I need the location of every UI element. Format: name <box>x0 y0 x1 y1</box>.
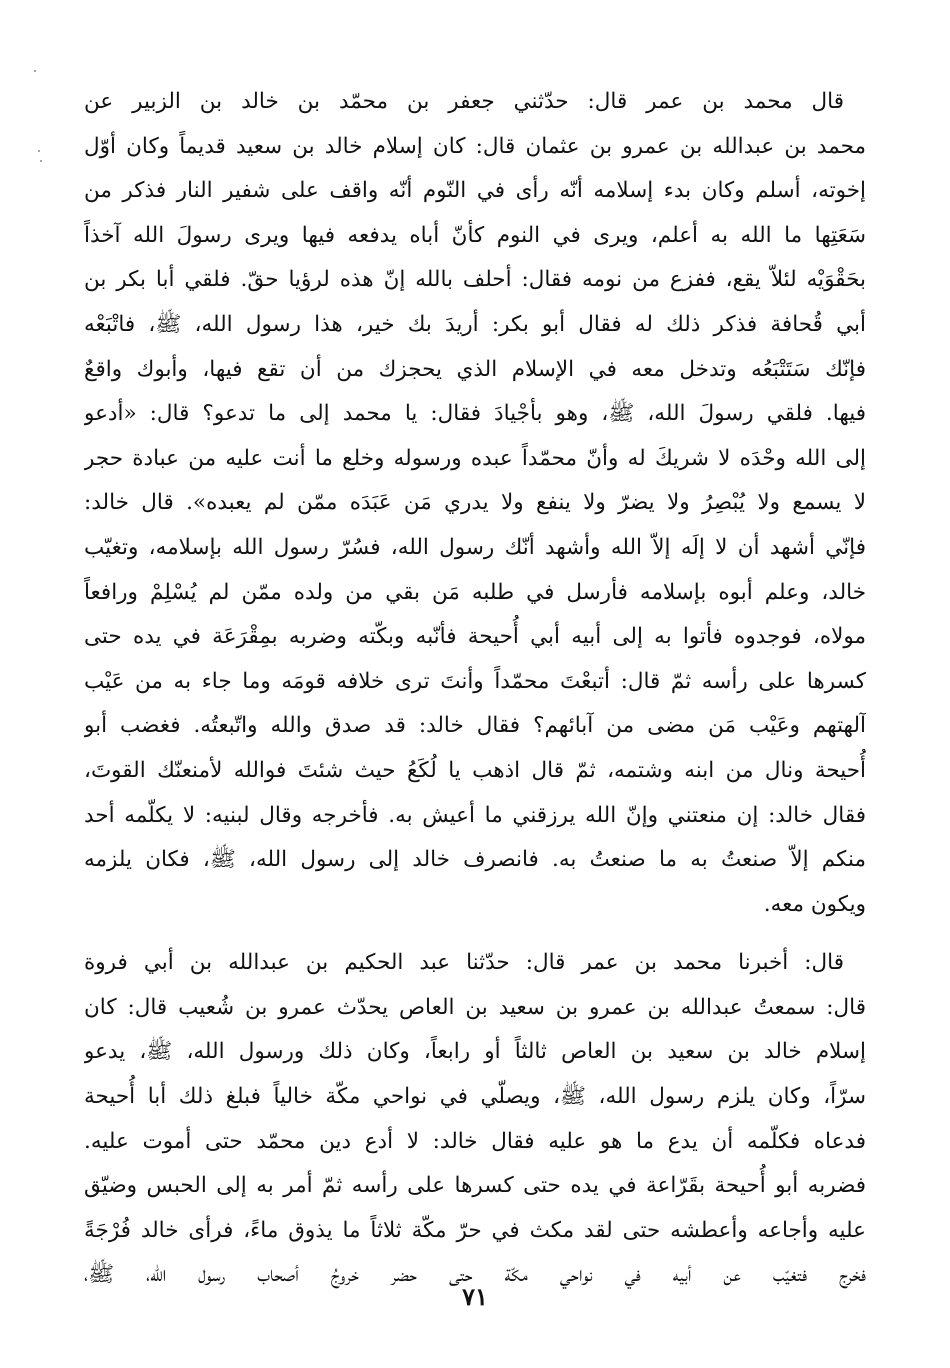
text-line: قال: أخبرنا محمد بن عمر قال: حدّثنا عبد الحكيم بن عبدالله بن أبي فروة <box>84 950 844 976</box>
text-line: قال محمد بن عمر قال: حدّثني جعفر بن محمّد بن خالد بن الزبير عن <box>84 89 844 114</box>
text-line: فإنّي أشهد أن لا إلَه إلاّ الله وأشهد أنّك رسول الله، فسُرّ رسول الله بإسلامه، وتغيّب <box>84 534 866 560</box>
text-line: محمد بن عبدالله بن عمرو بن عثمان قال: كان إسلام خالد بن سعيد قديماً وكان أوّل <box>84 133 866 159</box>
text-line: قال: سمعتُ عبدالله بن عمرو بن سعيد بن العاص يحدّث عمرو بن شُعيب قال: كان <box>84 994 866 1020</box>
text-line: أبي قُحافة فذكر ذلك له فقال أبو بكر: أريدَ بك خير، هذا رسول الله، ﷺ، فاتْبَعْه <box>84 311 866 337</box>
text-line: فيها. فلقي رسولَ الله، ﷺ، وهو بأجْيادَ فقال: يا محمد إلى ما تدعو؟ قال: «أدعو <box>84 401 866 427</box>
text-line: منكم إلاّ صنعتُ به ما صنعتُ به. فانصرف خالد إلى رسول الله، ﷺ، فكان يلزمه <box>84 847 866 873</box>
margin-dot <box>38 150 40 152</box>
paragraph-2 <box>84 941 866 1298</box>
text-line: سرّاً، وكان يلزم رسول الله، ﷺ، ويصلّي في نواحي مكّة خالياً فبلغ ذلك أبا أُحيحة <box>84 1084 866 1110</box>
page-body <box>84 80 866 1288</box>
page-number: ٧١ <box>462 1282 488 1311</box>
text-line: فضربه أبو أُحيحة بقَرّاعة في يده حتى كسرها على رأسه ثمّ أمر به إلى الحبس وضيّق <box>84 1173 866 1199</box>
text-line: سَعَتِها ما الله به أعلم، ويرى في النوم كأنّ أباه يدفعه فيها ويرى رسولَ الله آخذاً <box>84 222 866 248</box>
text-line: لا يسمع ولا يُبْصِرُ ولا يضرّ ولا ينفع ولا يدري مَن عَبَدَه ممّن لم يعبده». قال خالد: <box>84 490 866 516</box>
text-line: ويكون معه. <box>763 891 866 917</box>
paragraph-separator <box>84 927 866 941</box>
margin-dot <box>40 160 42 162</box>
margin-dot <box>34 70 36 72</box>
text-line: فدعاه فكلّمه أن يدع ما هو عليه فقال خالد: لا أدع دين محمّد حتى أموت عليه. <box>84 1128 866 1154</box>
text-line: إسلام خالد بن سعيد بن العاص ثالثاً أو رابعاً، وكان ذلك ورسول الله، ﷺ، يدعو <box>84 1039 866 1065</box>
text-line: عليه وأجاعه وأعطشه حتى لقد مكث في حرّ مكّة ثلاثاً ما يذوق ماءً، فرأى خالد فُرْجَةً <box>84 1217 866 1243</box>
text-line: كسرها على رأسه ثمّ قال: أتبعْتَ محمّداً وأنتَ ترى خلافه قومَه وما جاء به من عَيْب <box>84 668 866 694</box>
text-line: فقال خالد: إن منعتني وإنّ الله يرزقني ما أعيش به. فأخرجه وقال لبنيه: لا يكلّمه أحد <box>84 802 866 828</box>
text-line: بحَقْوَيْه لئلاّ يقع، ففزع من نومه فقال: أحلف بالله إنّ هذه لرؤيا حقّ. فلقي أبا بكر بن <box>84 267 866 293</box>
text-line: فخرج فتغيّب عن أبيه في نواحي مكّة حتى حضر خروجُ أصحاب رسول الله، ﷺ، <box>84 1262 866 1288</box>
text-line: فإنّك سَتَتْبَعُه وتدخل معه في الإسلام الذي يحجزك من أن تقع فيها، وأبوك واقعٌ <box>84 356 866 382</box>
text-line: أُحيحة ونال من ابنه وشتمه، ثمّ قال اذهب يا لُكَعُ حيث شئتَ فوالله لأمنعنّك القوتَ، <box>84 757 866 783</box>
text-line: آلهتهم وعَيْب مَن مضى من آبائهم؟ فقال خالد: قد صدق والله واتّبعتُه. فغضب أبو <box>84 713 866 739</box>
text-line: إلى الله وحْدَه لا شريكَ له وأنّ محمّداً عبده ورسوله وخلع ما أنت عليه من عبادة حجر <box>84 445 866 471</box>
text-line: خالد، وعلم أبوه بإسلامه فأرسل في طلبه مَن بقي من ولده ممّن لم يُسْلِمْ ورافعاً <box>84 579 866 605</box>
text-line: إخوته، أسلم وكان بدء إسلامه أنّه رأى في النّوم أنّه واقف على شفير النار فذكر من <box>84 178 866 204</box>
text-line: مولاه، فوجدوه فأتوا به إلى أبيه أبي أُحيحة فأنّبه وبكّته وضربه بمِقْرَعَة في يده حتى <box>84 624 866 650</box>
paragraph-1 <box>84 80 866 927</box>
